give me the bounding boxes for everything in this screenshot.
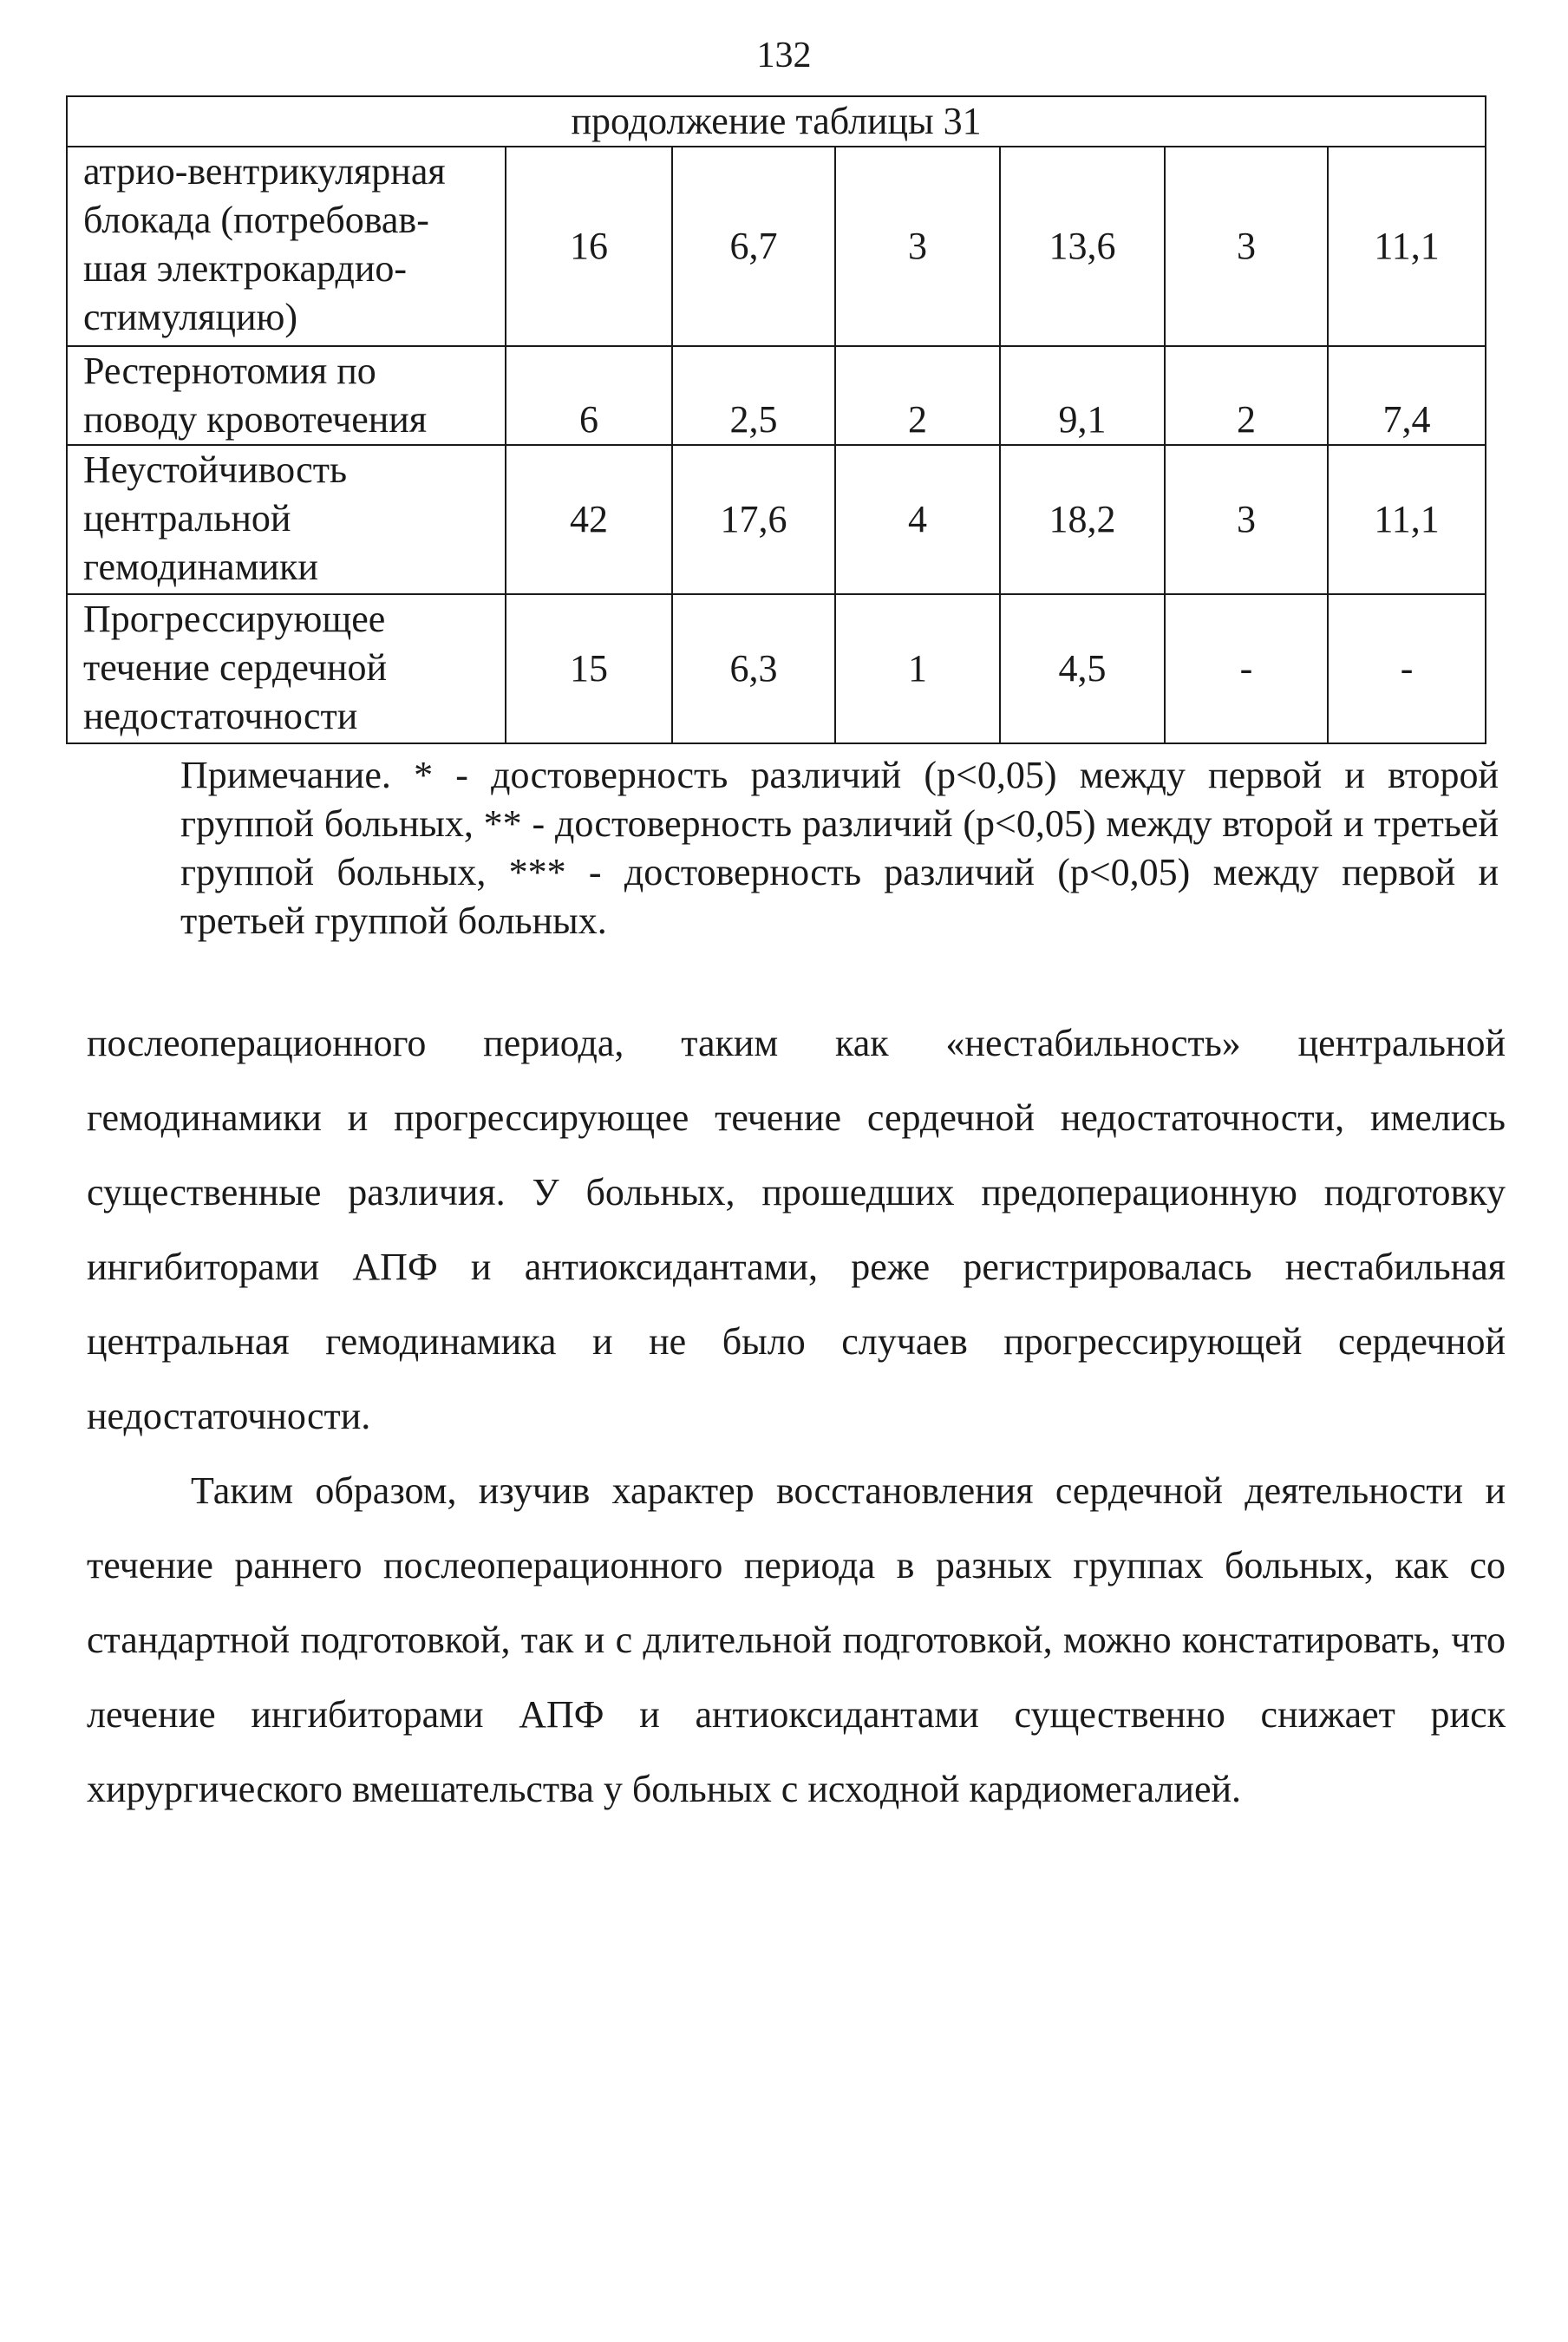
table-cell: - xyxy=(1328,594,1486,743)
table-note xyxy=(180,751,1499,945)
table-cell: 9,1 xyxy=(1000,346,1165,445)
results-table xyxy=(66,95,1486,744)
row-label-line: Неустойчивость xyxy=(83,448,348,491)
row-label-line: недостаточности xyxy=(83,695,358,737)
table-cell: 6 xyxy=(506,346,672,445)
table-cell: 2,5 xyxy=(672,346,835,445)
row-label xyxy=(67,445,506,594)
row-label xyxy=(67,346,506,445)
table-row xyxy=(67,445,1486,594)
row-label xyxy=(67,147,506,346)
row-label-line: Рестернотомия по xyxy=(83,350,376,392)
table-cell: 13,6 xyxy=(1000,147,1165,346)
body-paragraph xyxy=(87,1454,1506,1827)
table-cell: 7,4 xyxy=(1328,346,1486,445)
table-cell: 4,5 xyxy=(1000,594,1165,743)
table-cell: 2 xyxy=(1165,346,1328,445)
row-label-line: шая электрокардио- xyxy=(83,247,408,290)
table-cell: 3 xyxy=(1165,147,1328,346)
table-cell: 42 xyxy=(506,445,672,594)
row-label xyxy=(67,594,506,743)
table-row xyxy=(67,594,1486,743)
table-cell: 3 xyxy=(1165,445,1328,594)
paragraph-text: послеоперационного периода, таким как «нестабильность» центральной гемодинамики и прогрессирующее течение сердечной недостаточности, имелись существенные различия. У больных, прошедших предоперационную подготовку ингибиторами АПФ и антиоксидантами, реже регистрировалась нестабильная центральная гемодинамика и не было случаев прогрессирующей сердечной недостаточности. xyxy=(87,1022,1506,1437)
table-cell: 4 xyxy=(835,445,1000,594)
table-cell: 11,1 xyxy=(1328,147,1486,346)
table-cell: 16 xyxy=(506,147,672,346)
table-cell: 17,6 xyxy=(672,445,835,594)
table-note-text: Примечание. * - достоверность различий (р<0,05) между первой и второй группой больных, ** - достоверность различий (р<0,05) между второй и третьей группой больных, *** - достоверность различий (р<0,05) между первой и третьей группой больных. xyxy=(180,754,1499,942)
row-label-line: блокада (потребовав- xyxy=(83,199,429,241)
table-cell: 6,7 xyxy=(672,147,835,346)
table-cell: 18,2 xyxy=(1000,445,1165,594)
row-label-line: поводу кровотечения xyxy=(83,398,428,441)
table-cell: - xyxy=(1165,594,1328,743)
table-cell: 6,3 xyxy=(672,594,835,743)
row-label-line: центральной xyxy=(83,497,291,540)
table-caption: продолжение таблицы 31 xyxy=(67,96,1486,147)
table-caption-row xyxy=(67,96,1486,147)
paragraph-text: Таким образом, изучив характер восстановления сердечной деятельности и течение раннего послеоперационного периода в разных группах больных, как со стандартной подготовкой, так и с длительной подготовкой, можно констатировать, что лечение ингибиторами АПФ и антиоксидантами существенно снижает риск хирургического вмешательства у больных с исходной кардиомегалией. xyxy=(87,1469,1506,1810)
page-number: 132 xyxy=(756,36,812,75)
table-cell: 2 xyxy=(835,346,1000,445)
table-cell: 15 xyxy=(506,594,672,743)
table-cell: 1 xyxy=(835,594,1000,743)
body-paragraph xyxy=(87,1006,1506,1454)
table-row xyxy=(67,346,1486,445)
row-label-line: течение сердечной xyxy=(83,646,388,689)
row-label-line: гемодинамики xyxy=(83,546,318,588)
table-cell: 11,1 xyxy=(1328,445,1486,594)
table-cell: 3 xyxy=(835,147,1000,346)
table-row xyxy=(67,147,1486,346)
row-label-line: стимуляцию) xyxy=(83,296,298,338)
row-label-line: Прогрессирующее xyxy=(83,598,386,640)
row-label-line: атрио-вентрикулярная xyxy=(83,150,446,193)
